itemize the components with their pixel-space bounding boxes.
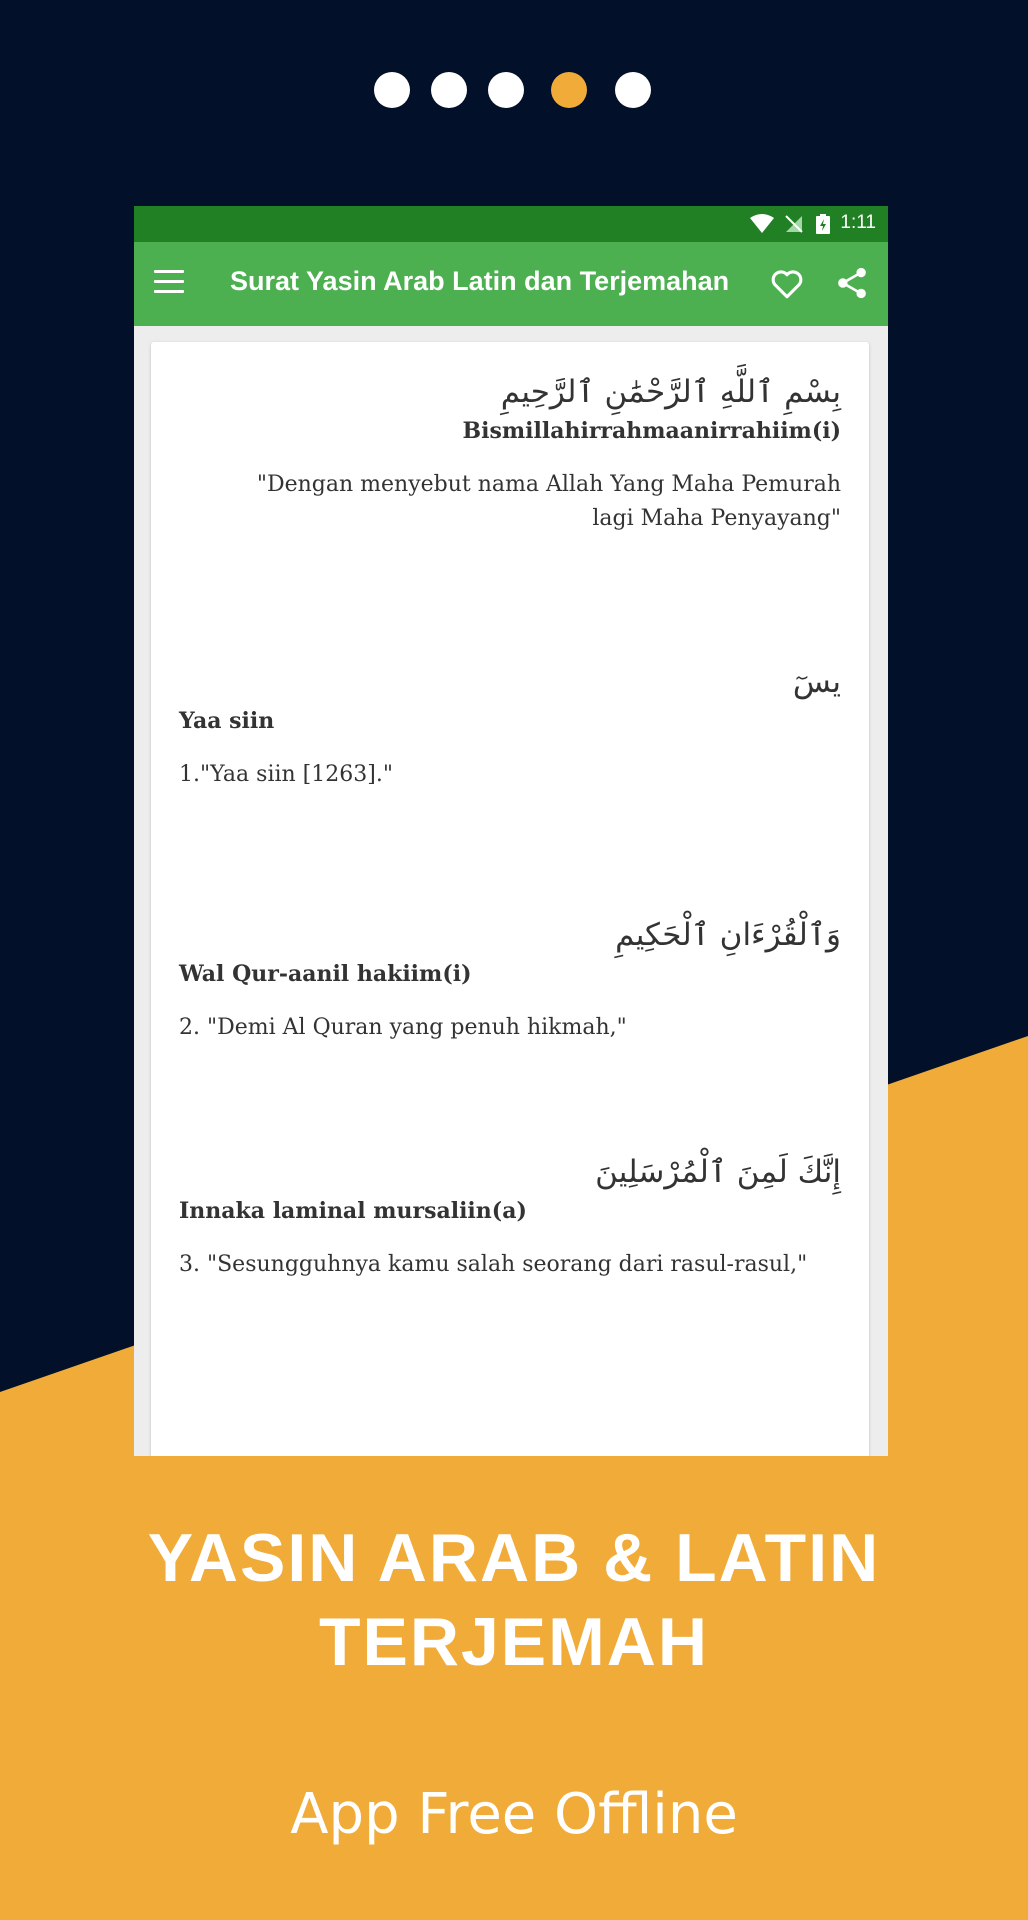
- page-indicator: [0, 72, 1028, 108]
- heart-icon[interactable]: [770, 268, 804, 300]
- verse-latin: Yaa siin: [179, 708, 275, 734]
- verse-card: [151, 342, 869, 1456]
- page-dot-1[interactable]: [374, 72, 410, 108]
- verse-latin: Wal Qur-aanil hakiim(i): [179, 961, 472, 987]
- promo-headline-line1: YASIN ARAB & LATIN: [147, 1520, 881, 1596]
- status-bar: [134, 206, 888, 242]
- verse-arabic: وَٱلْقُرْءَانِ ٱلْحَكِيمِ: [615, 917, 841, 953]
- promo-headline-line2: TERJEMAH: [318, 1604, 710, 1680]
- promo-subline: App Free Offline: [290, 1782, 738, 1847]
- page-dot-5[interactable]: [615, 72, 651, 108]
- verse-translation: 3. "Sesungguhnya kamu salah seorang dari rasul-rasul,": [179, 1252, 808, 1277]
- share-icon[interactable]: [836, 266, 868, 300]
- page-dot-3[interactable]: [488, 72, 524, 108]
- verse-translation: "Dengan menyebut nama Allah Yang Maha Pemurah lagi Maha Penyayang": [256, 472, 841, 531]
- verse-translation: 1."Yaa siin [1263].": [179, 762, 393, 787]
- verse-arabic: يسٓ: [792, 664, 841, 700]
- verse-item: [179, 374, 841, 536]
- verse-latin: Bismillahirrahmaanirrahiim(i): [462, 418, 841, 444]
- verse-arabic: بِسْمِ ٱللَّهِ ٱلرَّحْمَٰنِ ٱلرَّحِيمِ: [500, 374, 841, 410]
- battery-icon: [816, 214, 830, 234]
- verse-latin: Innaka laminal mursaliin(a): [179, 1198, 527, 1224]
- wifi-icon: [750, 214, 774, 234]
- verse-arabic: إِنَّكَ لَمِنَ ٱلْمُرْسَلِينَ: [595, 1154, 841, 1190]
- promo-headline: [0, 1516, 1028, 1684]
- phone-screenshot: [134, 206, 888, 1456]
- verse-translation: 2. "Demi Al Quran yang penuh hikmah,": [179, 1015, 627, 1040]
- app-title: Surat Yasin Arab Latin dan Terjemahan: [230, 266, 730, 296]
- verse-item: [179, 664, 841, 792]
- app-bar: [134, 242, 888, 326]
- status-time: 1:11: [840, 212, 876, 233]
- page-dot-2[interactable]: [431, 72, 467, 108]
- verse-item: [179, 917, 841, 1045]
- menu-icon[interactable]: [154, 270, 184, 296]
- verse-item: [179, 1154, 841, 1282]
- page-dot-4-active[interactable]: [551, 72, 587, 108]
- no-sim-icon: [784, 214, 804, 234]
